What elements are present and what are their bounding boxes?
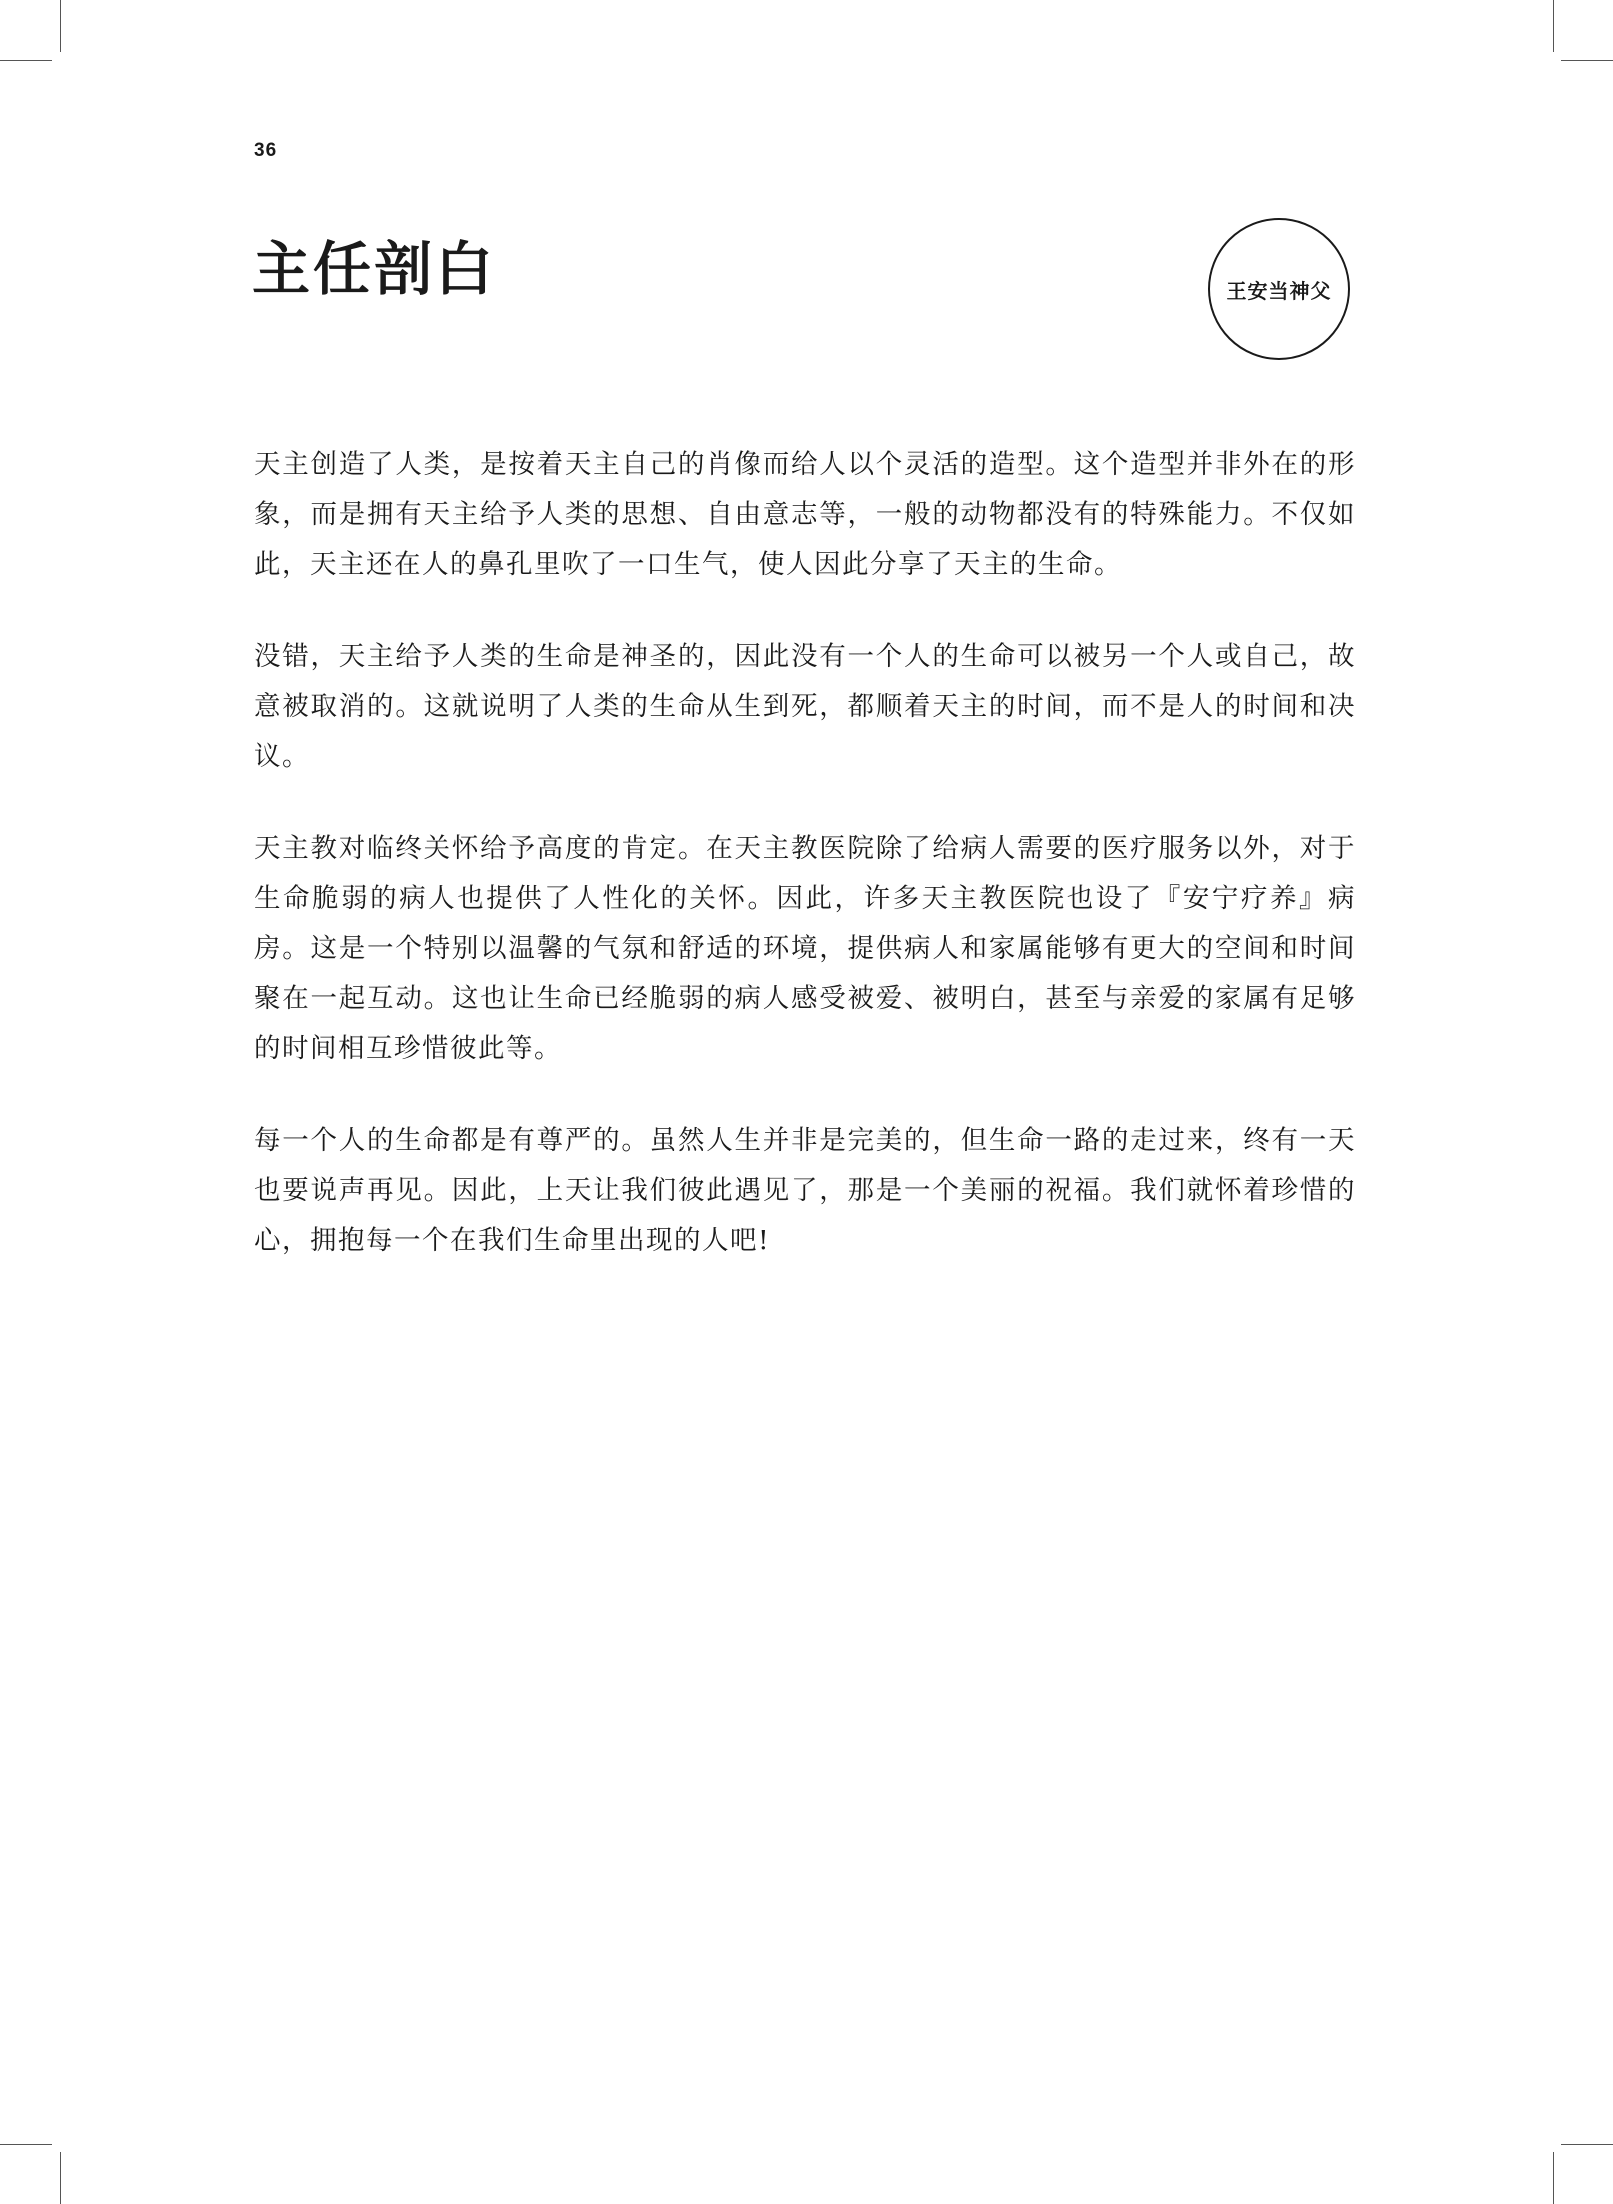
- paragraph-3: 天主教对临终关怀给予高度的肯定。在天主教医院除了给病人需要的医疗服务以外，对于生命脆弱的病人也提供了人性化的关怀。因此，许多天主教医院也设了『安宁疗养』病房。这是一个特别以温馨的气氛和舒适的环境，提供病人和家属能够有更大的空间和时间聚在一起互动。这也让生命已经脆弱的病人感受被爱、被明白，甚至与亲爱的家属有足够的时间相互珍惜彼此等。: [254, 833, 1356, 1064]
- page-title: 主任剖白: [252, 235, 497, 303]
- crop-mark-bottom-right-vertical: [1553, 2152, 1554, 2204]
- page-number: 36: [254, 140, 278, 161]
- crop-mark-top-right-vertical: [1553, 0, 1554, 52]
- paragraph-2: 没错，天主给予人类的生命是神圣的，因此没有一个人的生命可以被另一个人或自己，故意被取消的。这就说明了人类的生命从生到死，都顺着天主的时间，而不是人的时间和决议。: [254, 641, 1356, 772]
- paragraph-1: 天主创造了人类，是按着天主自己的肖像而给人以个灵活的造型。这个造型并非外在的形象，而是拥有天主给予人类的思想、自由意志等，一般的动物都没有的特殊能力。不仅如此，天主还在人的鼻孔里吹了一口生气，使人因此分享了天主的生命。: [254, 449, 1356, 580]
- author-name: 王安当神父: [1226, 278, 1332, 303]
- paragraph-4: 每一个人的生命都是有尊严的。虽然人生并非是完美的，但生命一路的走过来，终有一天也要说声再见。因此，上天让我们彼此遇见了，那是一个美丽的祝福。我们就怀着珍惜的心，拥抱每一个在我们生命里出现的人吧!: [254, 1125, 1356, 1256]
- crop-mark-top-left-vertical: [60, 0, 61, 52]
- article-body: [254, 440, 1356, 1308]
- crop-mark-top-right-horizontal: [1561, 60, 1613, 61]
- author-badge: [1208, 218, 1350, 360]
- crop-mark-bottom-right-horizontal: [1561, 2144, 1613, 2145]
- crop-mark-bottom-left-horizontal: [0, 2144, 52, 2145]
- crop-mark-top-left-horizontal: [0, 60, 52, 61]
- crop-mark-bottom-left-vertical: [60, 2152, 61, 2204]
